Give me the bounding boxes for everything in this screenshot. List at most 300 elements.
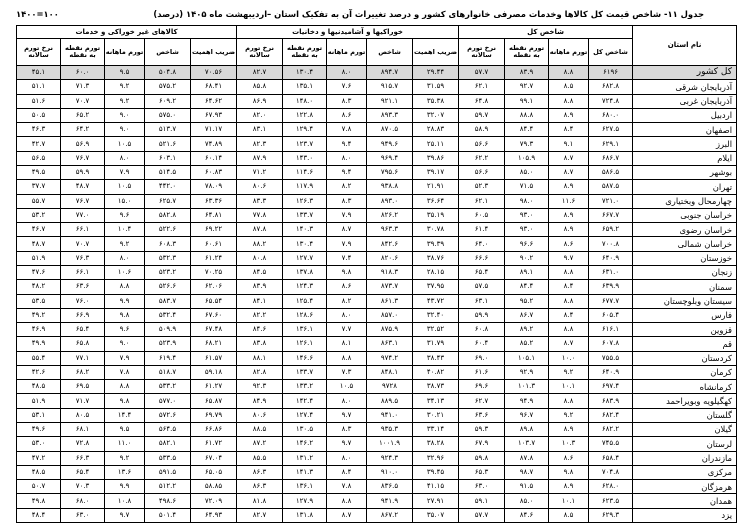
table-cell: ۸.۸: [105, 280, 145, 294]
column-header: شاخص: [367, 39, 413, 66]
table-cell: ۳۹.۸۶: [413, 151, 459, 165]
table-cell: ۵۹.۸: [459, 451, 505, 465]
column-header: تورم ماهانه: [105, 39, 145, 66]
table-cell: ۶۸۲.۸: [589, 80, 633, 94]
table-cell: ۷.۹: [327, 237, 367, 251]
table-cell: ۵۷۵.۰: [145, 108, 191, 122]
table-cell: ۹.۷: [327, 437, 367, 451]
table-cell: ۳۸.۴۳: [413, 351, 459, 365]
table-cell: ۵۲۳.۲: [145, 265, 191, 279]
table-cell: ۷.۹: [327, 208, 367, 222]
table-cell: ۴۸.۲: [17, 280, 61, 294]
table-cell: ۷۰.۲۵: [191, 265, 237, 279]
table-cell: ۳۱.۵۹: [413, 80, 459, 94]
table-cell: ۶۲۹.۱: [589, 137, 633, 151]
province-name: خراسان شمالی: [633, 237, 737, 251]
table-cell: ۵۶۴.۵: [145, 423, 191, 437]
table-cell: ۱۳۱.۸: [283, 508, 327, 522]
province-name: اصفهان: [633, 123, 737, 137]
table-cell: ۷۱.۲: [237, 165, 283, 179]
table-cell: ۷.۹: [105, 351, 145, 365]
table-cell: ۱۰.۸: [105, 494, 145, 508]
table-cell: ۷۴.۸۹: [191, 137, 237, 151]
table-cell: ۷۲.۸: [61, 437, 105, 451]
table-cell: ۸.۸: [549, 323, 589, 337]
table-cell: ۸.۶: [327, 108, 367, 122]
group-header-total: شاخص کل: [459, 26, 633, 39]
table-cell: ۴۶.۷: [17, 223, 61, 237]
table-cell: ۱۲۳.۷: [283, 137, 327, 151]
table-cell: ۲۷.۹۱: [413, 494, 459, 508]
table-cell: ۸۸۹.۵: [367, 394, 413, 408]
table-cell: ۵۶.۵: [17, 151, 61, 165]
table-cell: ۴۰.۸۲: [413, 365, 459, 379]
column-header: تورم نقطه به نقطه: [61, 39, 105, 66]
table-cell: ۵۸۷.۵: [589, 180, 633, 194]
table-cell: ۹۴۹.۶: [367, 137, 413, 151]
table-cell: ۶۳.۱: [459, 294, 505, 308]
table-cell: ۸۴۸.۱: [367, 365, 413, 379]
table-cell: ۶۲.۲: [459, 151, 505, 165]
province-name: گلستان: [633, 408, 737, 422]
column-header: نرخ تورم سالانه: [459, 39, 505, 66]
table-cell: ۱۳۳.۷: [283, 365, 327, 379]
table-row: [17, 280, 737, 294]
table-cell: ۱۰.۶: [105, 265, 145, 279]
table-cell: ۷۴۵.۵: [589, 437, 633, 451]
table-cell: ۱۳۶.۱: [283, 480, 327, 494]
table-cell: ۸.۹: [549, 423, 589, 437]
table-cell: ۱۲۸.۶: [283, 308, 327, 322]
table-cell: ۷۶.۳: [61, 251, 105, 265]
table-cell: ۸.۳: [327, 194, 367, 208]
table-cell: ۶۵.۲: [61, 108, 105, 122]
table-row: [17, 123, 737, 137]
table-cell: ۵۲۶.۶: [145, 280, 191, 294]
table-cell: ۸۰.۵: [61, 408, 105, 422]
table-cell: ۷۶.۷: [61, 151, 105, 165]
table-cell: ۸.۷: [549, 337, 589, 351]
table-cell: ۴۶.۹: [17, 323, 61, 337]
province-name: خراسان رضوی: [633, 223, 737, 237]
table-cell: ۴۹.۹: [17, 337, 61, 351]
table-row: [17, 323, 737, 337]
table-cell: ۶۵.۳: [459, 465, 505, 479]
table-cell: ۷۹.۳: [505, 137, 549, 151]
table-cell: ۹.۵: [105, 66, 145, 80]
table-cell: ۹۷۴.۲: [367, 351, 413, 365]
table-cell: ۸۰.۶: [237, 408, 283, 422]
table-cell: ۶۸۳.۹: [589, 394, 633, 408]
table-cell: ۵۵.۴: [17, 351, 61, 365]
table-cell: ۸۷.۲: [237, 437, 283, 451]
table-cell: ۵۵.۷: [17, 194, 61, 208]
table-cell: ۷۶.۰: [61, 294, 105, 308]
sub-header-row: [17, 39, 737, 66]
table-cell: ۵۲۱.۶: [145, 137, 191, 151]
table-cell: ۹۶۹.۴: [367, 151, 413, 165]
table-cell: ۹۱۵.۷: [367, 80, 413, 94]
table-cell: ۴۹.۸: [17, 494, 61, 508]
table-cell: ۸۷.۸: [505, 451, 549, 465]
table-cell: ۹۳۸.۸: [367, 180, 413, 194]
province-name: مرکزی: [633, 465, 737, 479]
group-header-row: [17, 26, 737, 39]
table-cell: ۸.۰: [327, 308, 367, 322]
table-cell: ۶۱.۶: [459, 365, 505, 379]
table-cell: ۱۴۱.۳: [283, 465, 327, 479]
table-cell: ۸۳.۹: [237, 280, 283, 294]
table-cell: ۵۸.۸۵: [191, 480, 237, 494]
column-header: نرخ تورم سالانه: [237, 39, 283, 66]
table-cell: ۸۴.۴: [505, 123, 549, 137]
table-cell: ۶۲.۱: [459, 80, 505, 94]
table-cell: ۶۲۷.۵: [589, 123, 633, 137]
table-cell: ۸.۸: [105, 380, 145, 394]
table-cell: ۵۹.۷: [459, 108, 505, 122]
table-cell: ۴۸.۷: [61, 180, 105, 194]
table-cell: ۱۳۳.۷: [283, 208, 327, 222]
province-name: چهارمحال وبختیاری: [633, 194, 737, 208]
table-cell: ۶۲.۷: [459, 394, 505, 408]
table-cell: ۱۰.۱: [549, 494, 589, 508]
table-cell: ۳۲.۵۲: [413, 323, 459, 337]
table-cell: ۸۲.۳: [237, 137, 283, 151]
table-cell: ۹.۴: [327, 137, 367, 151]
table-cell: ۹۶.۷: [505, 408, 549, 422]
table-cell: ۶۹.۰: [459, 351, 505, 365]
table-cell: ۹۲.۳: [237, 380, 283, 394]
table-row: [17, 351, 737, 365]
province-name: کردستان: [633, 351, 737, 365]
column-header: تورم ماهانه: [549, 39, 589, 66]
table-cell: ۷۵۵.۵: [589, 351, 633, 365]
table-row: [17, 165, 737, 179]
table-cell: ۱۲۷.۴: [283, 408, 327, 422]
table-row: [17, 237, 737, 251]
table-cell: ۶۴.۰: [459, 237, 505, 251]
table-cell: ۸۲۶.۲: [367, 208, 413, 222]
province-name: مازندران: [633, 451, 737, 465]
column-header: تورم ماهانه: [327, 39, 367, 66]
inflation-table: [16, 25, 737, 523]
table-cell: ۶۳.۶: [459, 408, 505, 422]
table-cell: ۶۱۶.۱: [589, 323, 633, 337]
table-cell: ۹.۸: [105, 394, 145, 408]
table-cell: ۶۵.۰۵: [191, 465, 237, 479]
table-cell: ۷.۸: [327, 123, 367, 137]
table-cell: ۱۱۴.۶: [283, 165, 327, 179]
table-cell: ۶۲۹.۳: [589, 508, 633, 522]
table-cell: ۸.۸: [327, 351, 367, 365]
table-cell: ۹.۲: [549, 408, 589, 422]
table-cell: ۱۴۸.۰: [283, 94, 327, 108]
table-cell: ۸۸.۵: [237, 423, 283, 437]
table-cell: ۴۲.۷: [17, 137, 61, 151]
table-row: [17, 208, 737, 222]
table-cell: ۶۷.۹۳: [191, 108, 237, 122]
table-cell: ۱۰۰۱.۹: [367, 437, 413, 451]
table-cell: ۹۵.۲: [505, 294, 549, 308]
table-cell: ۴۹.۵: [17, 165, 61, 179]
table-cell: ۶۵.۸۷: [191, 394, 237, 408]
table-cell: ۸۹۳.۳: [367, 108, 413, 122]
table-cell: ۶۰.۶۱: [191, 237, 237, 251]
table-row: [17, 337, 737, 351]
table-cell: ۸۴.۶: [237, 323, 283, 337]
table-cell: ۸.۳: [327, 94, 367, 108]
table-cell: ۶۱.۲۴: [191, 251, 237, 265]
table-cell: ۱۳۷.۸: [283, 265, 327, 279]
table-cell: ۵۷.۷: [459, 66, 505, 80]
table-cell: ۶۵۹.۲: [589, 223, 633, 237]
table-cell: ۸۶.۹: [237, 94, 283, 108]
table-cell: ۱۰.۳: [549, 437, 589, 451]
table-cell: ۹۱.۵: [505, 480, 549, 494]
table-cell: ۳۵.۰۷: [413, 508, 459, 522]
table-cell: ۵۹.۱۸: [191, 365, 237, 379]
table-cell: ۸.۴: [549, 123, 589, 137]
table-cell: ۸۵.۲: [505, 337, 549, 351]
table-cell: ۴۸.۴: [17, 508, 61, 522]
table-cell: ۸.۰: [327, 66, 367, 80]
table-cell: ۹۳۵.۳: [367, 423, 413, 437]
province-name: خراسان جنوبی: [633, 208, 737, 222]
table-cell: ۳۹.۳۹: [413, 237, 459, 251]
table-cell: ۳۸.۷۶: [413, 251, 459, 265]
table-cell: ۹۰.۲: [505, 251, 549, 265]
table-cell: ۵۳.۲: [17, 208, 61, 222]
column-header: تورم نقطه به نقطه: [505, 39, 549, 66]
table-cell: ۵۳۲.۳: [145, 251, 191, 265]
table-cell: ۹.۶: [105, 323, 145, 337]
table-row: [17, 365, 737, 379]
table-row: [17, 380, 737, 394]
table-cell: ۸۳۶.۵: [367, 480, 413, 494]
table-cell: ۱۳۱.۲: [283, 451, 327, 465]
table-cell: ۳۹.۱۷: [413, 165, 459, 179]
table-cell: ۹.۱: [549, 137, 589, 151]
table-cell: ۶۶.۶: [459, 251, 505, 265]
table-cell: ۱۲۴.۳: [283, 280, 327, 294]
table-cell: ۹.۲: [105, 451, 145, 465]
table-cell: ۹۲۴.۳: [367, 451, 413, 465]
table-cell: ۵۱.۹: [17, 394, 61, 408]
table-cell: ۵۱۳.۷: [145, 123, 191, 137]
table-cell: ۸.۲: [327, 294, 367, 308]
column-header: تورم نقطه به نقطه: [283, 39, 327, 66]
table-cell: ۸.۶: [549, 237, 589, 251]
base-year-label: ۱۴۰۰=۱۰۰: [16, 9, 59, 19]
table-cell: ۵۲۳.۹: [145, 337, 191, 351]
table-cell: ۷۱.۵: [505, 180, 549, 194]
table-cell: ۵۸۶.۵: [589, 165, 633, 179]
table-cell: ۸۹۳.۰: [367, 194, 413, 208]
table-cell: ۸.۶: [549, 451, 589, 465]
table-body: [17, 66, 737, 523]
province-name: البرز: [633, 137, 737, 151]
province-name: گیلان: [633, 423, 737, 437]
table-cell: ۴۴۲.۰: [145, 180, 191, 194]
table-cell: ۹۲۱.۱: [367, 94, 413, 108]
table-cell: ۱۴۲.۴: [283, 394, 327, 408]
table-cell: ۸.۸: [549, 294, 589, 308]
table-row: [17, 251, 737, 265]
table-cell: ۵۶.۶: [459, 165, 505, 179]
table-cell: ۱۵.۰: [105, 194, 145, 208]
table-row: [17, 137, 737, 151]
table-cell: ۶۵.۴: [61, 465, 105, 479]
table-cell: ۶۹.۲۲: [191, 223, 237, 237]
table-cell: ۷.۳: [327, 365, 367, 379]
table-cell: ۷۷.۸: [237, 208, 283, 222]
column-header: نرخ تورم سالانه: [17, 39, 61, 66]
table-cell: ۸۷۳.۷: [367, 280, 413, 294]
table-cell: ۹.۰: [105, 108, 145, 122]
table-cell: ۱۰.۵: [327, 380, 367, 394]
table-cell: ۸۶.۳: [237, 480, 283, 494]
table-cell: ۸۴.۶: [505, 508, 549, 522]
table-cell: ۷۹۵.۶: [367, 165, 413, 179]
table-cell: ۶۲۳.۵: [589, 494, 633, 508]
table-cell: ۷۷.۱: [61, 351, 105, 365]
table-cell: ۵۹۱.۵: [145, 465, 191, 479]
table-cell: ۶۸.۲: [61, 365, 105, 379]
table-cell: ۱۳۰.۴: [283, 237, 327, 251]
table-cell: ۵۰۱.۴: [145, 508, 191, 522]
table-cell: ۱۴۶.۶: [283, 351, 327, 365]
table-cell: ۵۷۲.۶: [145, 408, 191, 422]
table-cell: ۹.۸: [549, 465, 589, 479]
table-cell: ۲۹.۴۴: [413, 66, 459, 80]
province-name: کرمان: [633, 365, 737, 379]
table-cell: ۶۸۲.۲: [589, 423, 633, 437]
table-cell: ۱۳۵.۱: [283, 80, 327, 94]
table-cell: ۵۷.۷: [459, 508, 505, 522]
table-cell: ۳۲.۴۰: [413, 308, 459, 322]
table-cell: ۴۶.۳: [17, 123, 61, 137]
table-cell: ۵۶.۹: [61, 137, 105, 151]
table-cell: ۸۳.۳: [237, 194, 283, 208]
table-cell: ۸۳.۱: [237, 123, 283, 137]
table-cell: ۹.۲: [549, 365, 589, 379]
table-cell: ۸۲.۰: [237, 108, 283, 122]
table-cell: ۳۹.۴۵: [413, 465, 459, 479]
table-cell: ۱۰.۵: [105, 137, 145, 151]
table-cell: ۴۹.۲: [17, 308, 61, 322]
table-cell: ۹.۲: [105, 80, 145, 94]
table-cell: ۶۵۸.۴: [589, 451, 633, 465]
table-cell: ۸۳.۹: [505, 66, 549, 80]
table-cell: ۸۴.۱: [237, 294, 283, 308]
table-cell: ۷۰.۷: [61, 94, 105, 108]
column-header: شاخص: [145, 39, 191, 66]
table-cell: ۵۷.۵: [459, 280, 505, 294]
table-cell: ۸۲.۷: [237, 508, 283, 522]
table-cell: ۸۴.۹: [237, 394, 283, 408]
table-cell: ۶۸۰.۰: [589, 108, 633, 122]
table-cell: ۵۲.۳: [459, 180, 505, 194]
table-cell: ۸.۵: [549, 80, 589, 94]
table-cell: ۴۷.۲: [17, 451, 61, 465]
table-cell: ۱۲۷.۷: [283, 251, 327, 265]
table-cell: ۸.۹: [549, 108, 589, 122]
table-cell: ۵۹.۳: [459, 423, 505, 437]
table-cell: ۵۳.۰: [17, 437, 61, 451]
table-cell: ۸.۱: [327, 337, 367, 351]
table-row: [17, 294, 737, 308]
table-cell: ۴۸.۵: [17, 380, 61, 394]
table-cell: ۶۹.۶: [459, 380, 505, 394]
province-name: فارس: [633, 308, 737, 322]
table-cell: ۱۳۳.۲: [283, 380, 327, 394]
table-cell: ۶۹.۷۹: [191, 408, 237, 422]
table-cell: ۸.۷: [549, 151, 589, 165]
province-name: بوشهر: [633, 165, 737, 179]
table-cell: ۶۸۶.۷: [589, 151, 633, 165]
table-cell: ۵۰۹.۹: [145, 323, 191, 337]
table-cell: ۳۲.۹۶: [413, 451, 459, 465]
table-cell: ۷.۷: [327, 323, 367, 337]
table-cell: ۶۰.۸۳: [191, 165, 237, 179]
table-cell: ۵۳۳.۲: [145, 380, 191, 394]
table-cell: ۶۱۹۶: [589, 66, 633, 80]
table-cell: ۶۸.۱: [61, 423, 105, 437]
table-row: [17, 437, 737, 451]
table-cell: ۱۳.۶: [105, 465, 145, 479]
table-cell: ۳۵.۱۹: [413, 208, 459, 222]
table-cell: ۶۴.۹۳: [191, 508, 237, 522]
table-cell: ۶۰۸.۳: [145, 237, 191, 251]
table-cell: ۶۷.۹: [459, 437, 505, 451]
table-row: [17, 151, 737, 165]
table-cell: ۸۲.۲: [237, 308, 283, 322]
table-cell: ۵۷۵.۲: [145, 80, 191, 94]
table-cell: ۸۴.۴: [505, 280, 549, 294]
table-cell: ۶۳.۳۶: [191, 194, 237, 208]
table-cell: ۶۶.۹: [61, 308, 105, 322]
table-cell: ۵۳.۱: [17, 408, 61, 422]
table-cell: ۸.۹: [549, 480, 589, 494]
table-cell: ۵۸۳.۷: [145, 294, 191, 308]
table-cell: ۹.۴: [327, 165, 367, 179]
table-cell: ۹۲.۹: [505, 365, 549, 379]
table-cell: ۷۶.۷: [61, 194, 105, 208]
table-cell: ۸.۲: [327, 180, 367, 194]
table-row: [17, 465, 737, 479]
table-cell: ۸.۰: [327, 151, 367, 165]
page-title: جدول ۱۱- شاخص قیمت کل کالاها وخدمات مصرفی خانوارهای کشور و درصد تغییرات آن به تفکیک استان –اردیبهشت ماه ۱۴۰۵ (درصد): [153, 9, 704, 19]
table-cell: ۵۱.۹: [17, 251, 61, 265]
table-cell: ۶۰۹.۲: [145, 94, 191, 108]
table-cell: ۹.۲: [105, 94, 145, 108]
table-cell: ۸.۳: [327, 423, 367, 437]
table-cell: ۸۶.۷: [505, 308, 549, 322]
table-cell: ۷۲۱.۰: [589, 194, 633, 208]
table-cell: ۱۰.۵: [105, 180, 145, 194]
table-cell: ۶۱.۵۷: [191, 351, 237, 365]
table-cell: ۸.۹: [549, 208, 589, 222]
table-cell: ۶۰.۵: [459, 208, 505, 222]
table-cell: ۶۶.۱: [61, 265, 105, 279]
table-cell: ۹۸.۷: [505, 465, 549, 479]
table-cell: ۲۸.۱۵: [413, 265, 459, 279]
table-cell: ۶۱.۲۷: [191, 380, 237, 394]
table-cell: ۷۲۴.۸: [589, 94, 633, 108]
table-cell: ۹.۰: [105, 337, 145, 351]
table-cell: ۱۰۱.۳: [505, 380, 549, 394]
table-cell: ۹۱۰.۰: [367, 465, 413, 479]
